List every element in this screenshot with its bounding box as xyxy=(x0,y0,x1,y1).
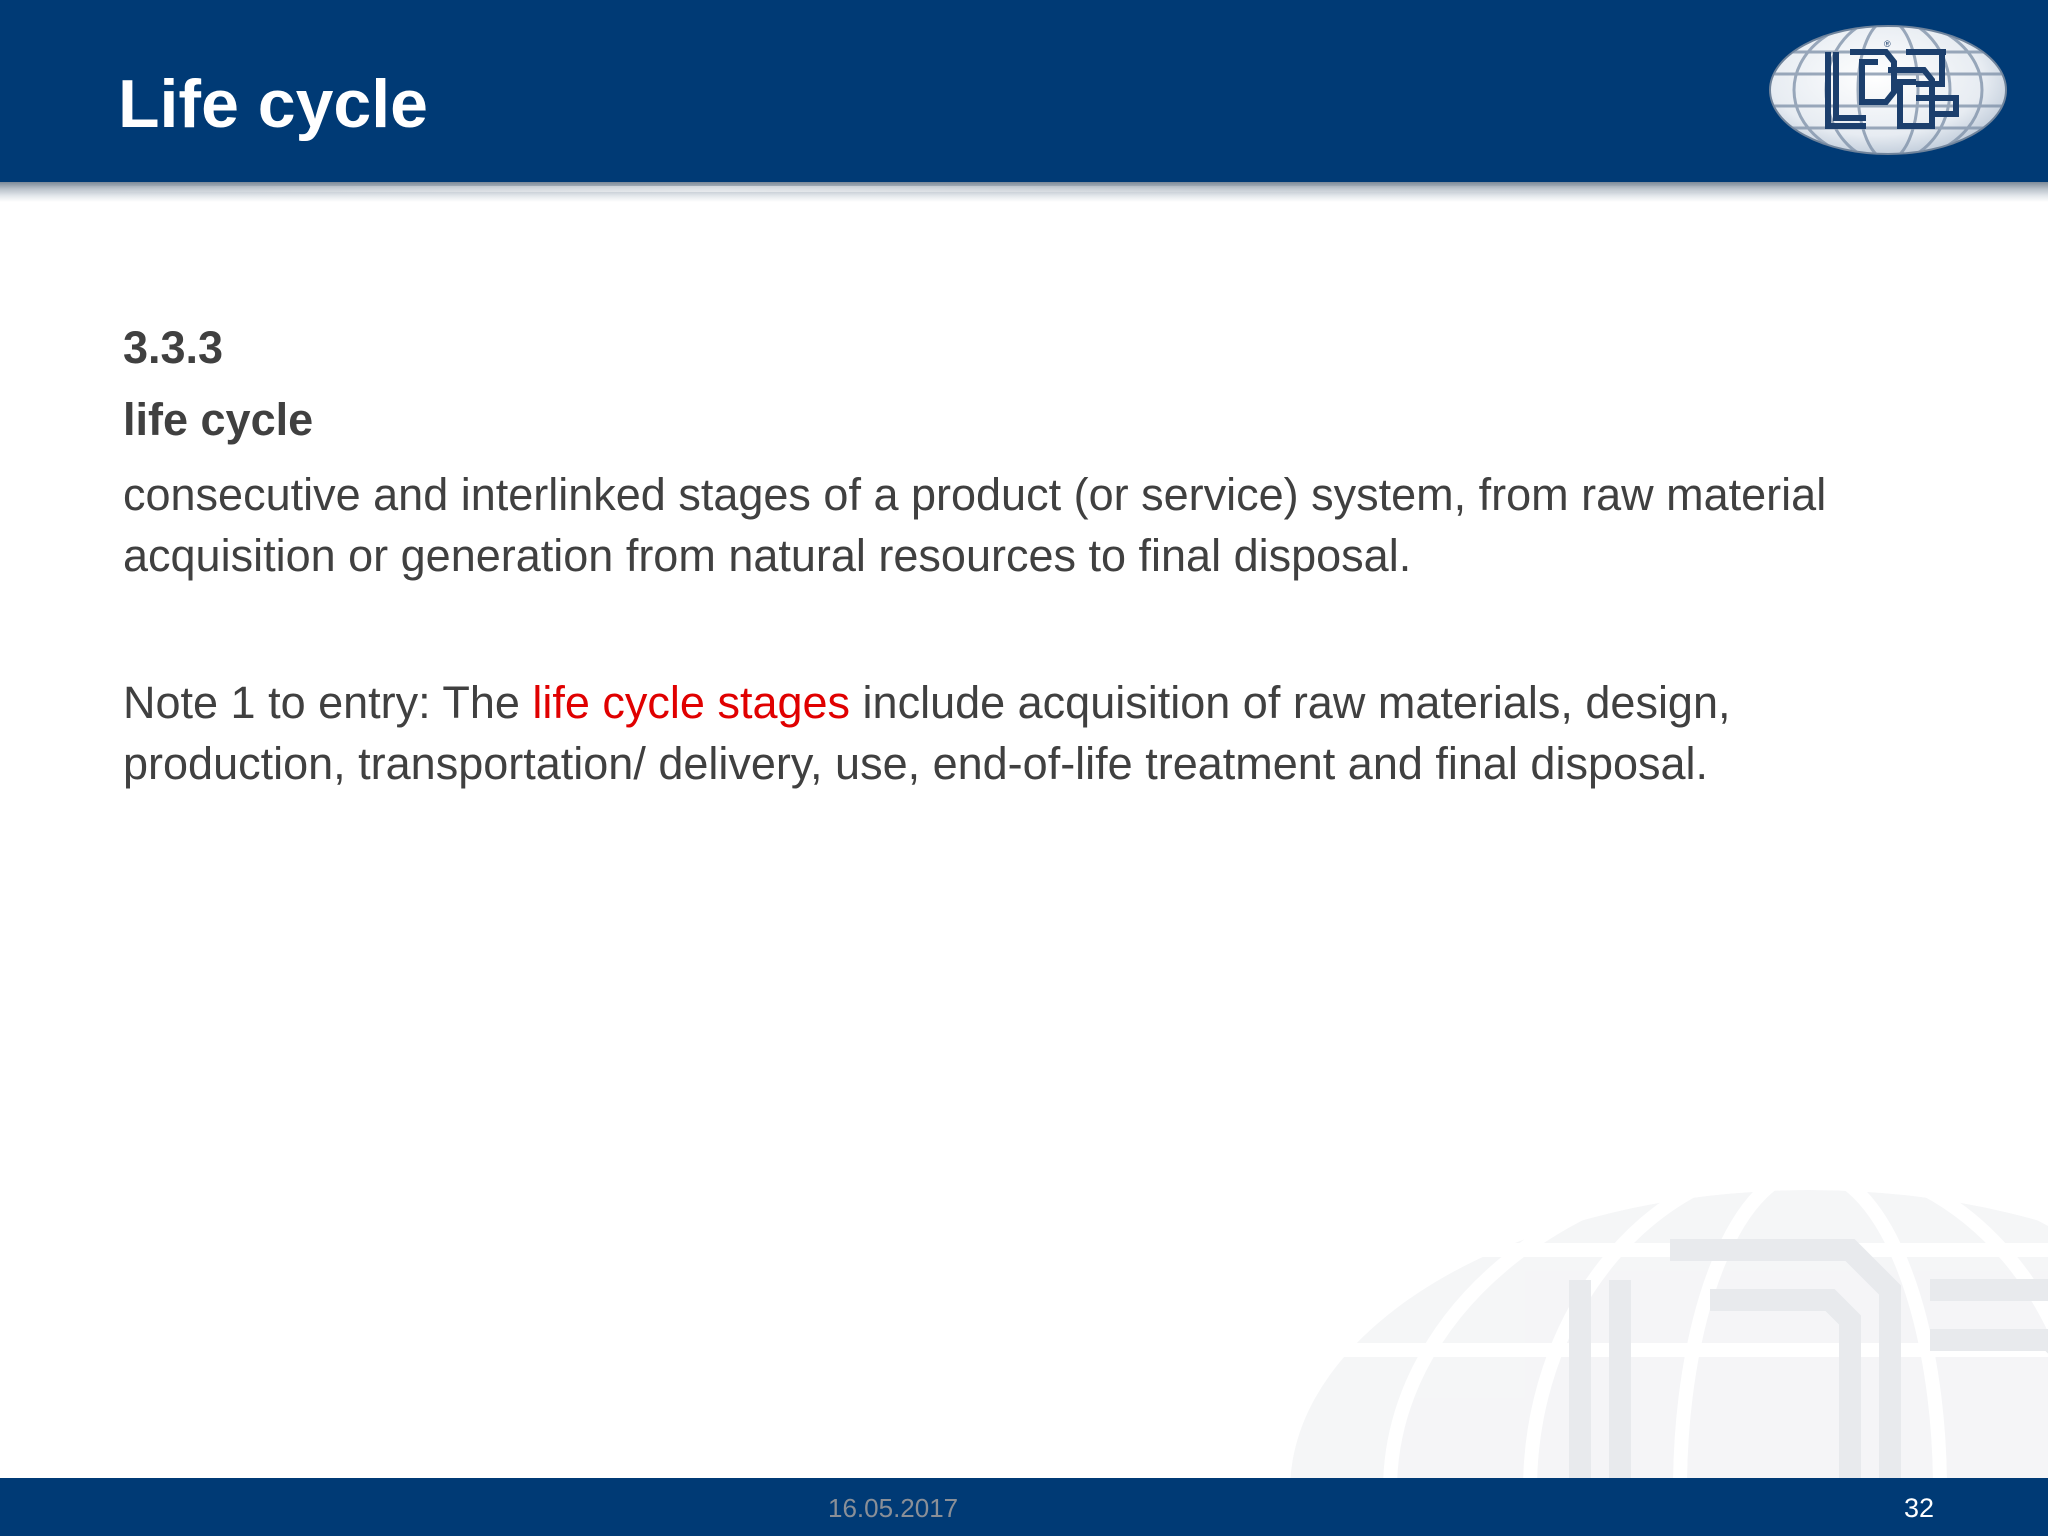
page-number: 32 xyxy=(1903,1493,1934,1523)
dqs-globe-logo-icon xyxy=(1766,22,2010,158)
term-definition: consecutive and interlinked stages of a product (or service) system, from raw material acquisition or generation from natural resources to final disposal. xyxy=(123,469,1827,581)
slide-title: Life cycle xyxy=(118,66,428,142)
term-number: 3.3.3 xyxy=(123,322,224,373)
term-note xyxy=(123,672,1923,794)
note-highlight: life cycle stages xyxy=(532,677,851,728)
term-name: life cycle xyxy=(123,394,314,445)
note-suffix: include acquisition of raw materials, design, production, transportation/ delivery, use, end-of-life treatment and final disposal. xyxy=(123,677,1731,789)
footer-date: 16.05.2017 xyxy=(828,1493,959,1523)
header-divider xyxy=(0,182,2048,202)
footer-band xyxy=(0,1478,2048,1536)
svg-text:®: ® xyxy=(1884,39,1891,49)
globe-watermark-icon xyxy=(1290,1100,2048,1480)
note-prefix: Note 1 to entry: The xyxy=(123,677,533,728)
header-divider-shine xyxy=(0,186,2048,192)
content-area xyxy=(123,318,1923,794)
